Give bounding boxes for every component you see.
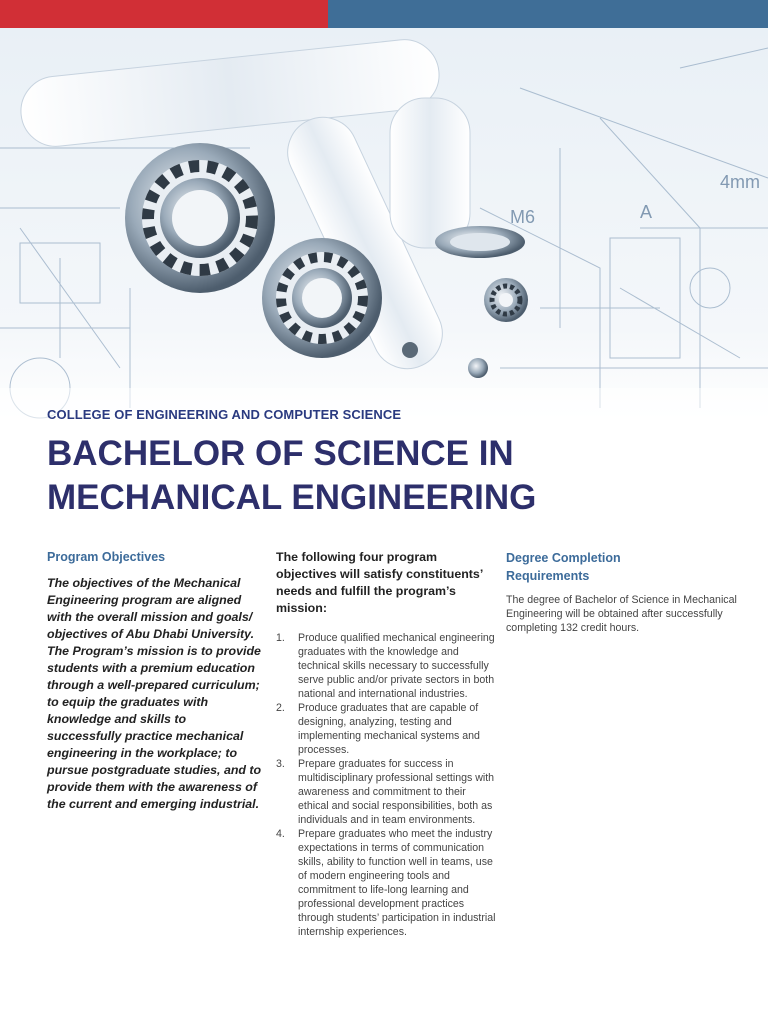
list-item: 4. Prepare graduates who meet the industry expectations in terms of communication skills, ability to function well in teams, use of modern engineering tools and commitment to life-long learning and professional development practices through students’ participation in industrial internship experiences. (276, 828, 496, 938)
objectives-intro: The following four program objectives will satisfy constituents’ needs and fulfill the program’s mission: (276, 550, 483, 615)
objectives-list (276, 631, 496, 939)
program-objectives-text: The objectives of the Mechanical Engineering program are aligned with the overall mission and goals/ objectives of Abu Dhabi University. The Program’s mission is to provide students with a premium education through a well-prepared curriculum; to equip the graduates with knowledge and skills to successfully practice mechanical engineering in the workplace; to pursue postgraduate studies, and to provide them with the awareness of the current and emerging industrial. (47, 576, 262, 811)
program-objectives-heading: Program Objectives (47, 550, 166, 564)
degree-requirements-column (506, 549, 746, 635)
college-name: COLLEGE OF ENGINEERING AND COMPUTER SCIENCE (47, 407, 402, 422)
drawing-label-a2: A (640, 202, 653, 222)
list-item: 3. Prepare graduates for success in multidisciplinary professional settings with awareness and commitment to their ethical and social responsibilities, both as individuals and in team environments. (276, 758, 495, 826)
hero-illustration (0, 28, 768, 428)
drawing-label-m6: M6 (510, 207, 536, 227)
title-line-2: MECHANICAL ENGINEERING (47, 478, 537, 517)
top-bar-red-segment (0, 0, 328, 28)
list-item: 1. Produce qualified mechanical engineering graduates with the knowledge and technical skills necessary to successfully serve public and/or private sectors in both national and international industries. (276, 632, 495, 700)
bearing-large-icon (125, 143, 275, 293)
title-line-1: BACHELOR OF SCIENCE IN (47, 434, 514, 473)
degree-requirements-heading: Degree Completion Requirements (506, 551, 621, 583)
objectives-list-column (276, 549, 496, 939)
top-color-bar (0, 0, 768, 28)
program-objectives-column (47, 549, 262, 813)
degree-requirements-text: The degree of Bachelor of Science in Mechanical Engineering will be obtained after successfully completing 132 credit hours. (506, 594, 737, 634)
list-item: 2. Produce graduates that are capable of designing, analyzing, testing and implementing mechanical systems and processes. (276, 702, 480, 756)
hero-image-engineering-drawings (0, 28, 768, 428)
bearing-medium-icon (262, 238, 382, 358)
top-bar-blue-segment (328, 0, 768, 28)
drawing-label-4mm: 4mm (720, 172, 760, 192)
page-title (47, 432, 747, 520)
